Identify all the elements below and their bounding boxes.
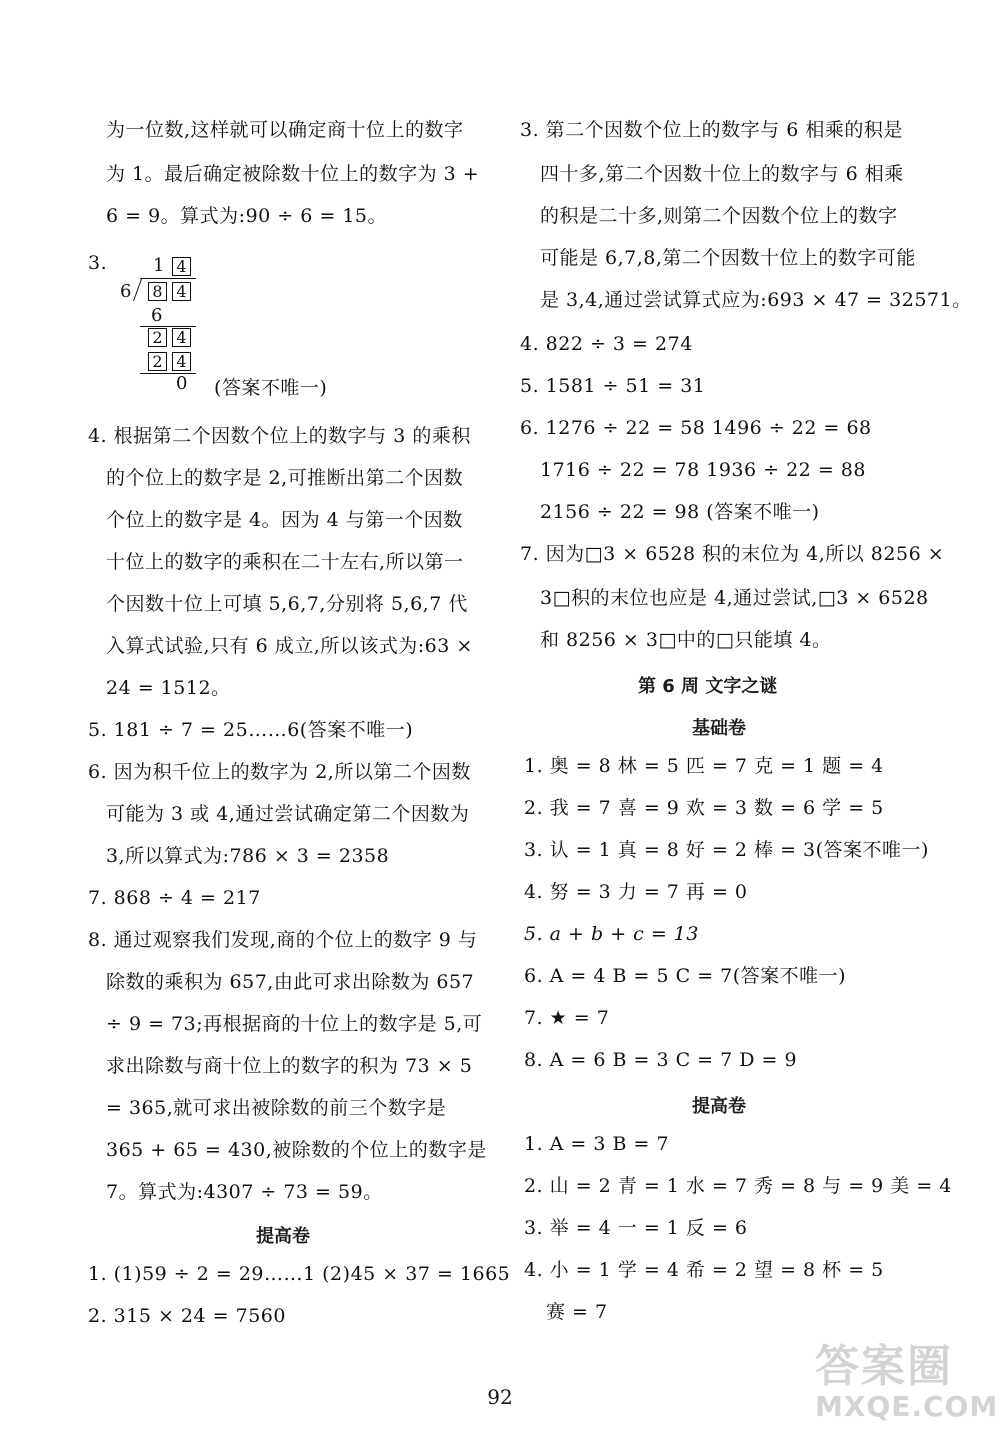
- section-title: 提高卷: [256, 1226, 310, 1247]
- text-line: 为 1。最后确定被除数十位上的数字为 3 +: [106, 163, 480, 185]
- text-line: 除数的乘积为 657,由此可求出除数为 657: [106, 971, 475, 993]
- subtraction-rule: [140, 326, 196, 327]
- text-line: 求出除数与商十位上的数字的积为 73 × 5: [106, 1055, 473, 1077]
- text-line: 3□积的末位也应是 4,通过尝试,□3 × 6528: [540, 587, 929, 609]
- text-line: 可能为 3 或 4,通过尝试确定第二个因数为: [106, 803, 470, 825]
- text-line: 可能是 6,7,8,第二个因数十位上的数字可能: [540, 247, 916, 269]
- text-line: 1. A = 3 B = 7: [524, 1133, 670, 1155]
- text-line: 6. A = 4 B = 5 C = 7(答案不唯一): [524, 965, 847, 987]
- text-line: = 365,就可求出被除数的前三个数字是: [106, 1097, 447, 1119]
- text-line: 2. 我 = 7 喜 = 9 欢 = 3 数 = 6 学 = 5: [524, 797, 884, 819]
- dividend-box-1: 8: [148, 282, 167, 301]
- subtraction-rule: [140, 373, 196, 374]
- step-2-box-2: 4: [172, 328, 191, 347]
- answer-note: (答案不唯一): [214, 377, 328, 399]
- division-bar: [140, 278, 196, 279]
- text-line: 的个位上的数字是 2,可推断出第二个因数: [106, 467, 464, 489]
- step-2-box-1: 2: [148, 328, 167, 347]
- watermark-logo: 答案圈: [815, 1341, 953, 1392]
- text-line: 7. 因为□3 × 6528 积的末位为 4,所以 8256 ×: [520, 543, 945, 565]
- watermark-url: MXQE.COM: [815, 1390, 999, 1423]
- text-line: 7。算式为:4307 ÷ 73 = 59。: [106, 1181, 383, 1203]
- divisor: 6: [120, 281, 132, 302]
- week-title: 第 6 周 文字之谜: [638, 676, 778, 697]
- text-line: 1716 ÷ 22 = 78 1936 ÷ 22 = 88: [540, 459, 866, 481]
- text-line: 6. 1276 ÷ 22 = 58 1496 ÷ 22 = 68: [520, 417, 872, 439]
- section-title: 基础卷: [692, 718, 746, 739]
- remainder: 0: [176, 373, 188, 394]
- text-line: 8. A = 6 B = 3 C = 7 D = 9: [524, 1049, 798, 1071]
- text-line: 2. 315 × 24 = 7560: [88, 1305, 286, 1327]
- section-title: 提高卷: [692, 1096, 746, 1117]
- step-1-digit: 6: [151, 305, 163, 326]
- text-line: 3. 举 = 4 一 = 1 反 = 6: [524, 1217, 748, 1239]
- text-line: 6 = 9。算式为:90 ÷ 6 = 15。: [106, 205, 388, 227]
- text-line: 7. ★ = 7: [524, 1007, 610, 1029]
- text-line: 1. 奥 = 8 林 = 5 匹 = 7 克 = 1 题 = 4: [524, 755, 884, 777]
- text-line: 为一位数,这样就可以确定商十位上的数字: [106, 119, 464, 141]
- text-line: 入算式试验,只有 6 成立,所以该式为:63 ×: [106, 635, 473, 657]
- text-line: 4. 努 = 3 力 = 7 再 = 0: [524, 881, 748, 903]
- text-line: 3,所以算式为:786 × 3 = 2358: [106, 845, 390, 867]
- text-line: 3. 第二个因数个位上的数字与 6 相乘的积是: [520, 119, 903, 141]
- watermark: [815, 1330, 998, 1423]
- text-line: 个位上的数字是 4。因为 4 与第一个因数: [106, 509, 463, 531]
- text-line: 5. 1581 ÷ 51 = 31: [520, 375, 706, 397]
- text-line: 3. 认 = 1 真 = 8 好 = 2 棒 = 3(答案不唯一): [524, 839, 929, 861]
- text-line: 8. 通过观察我们发现,商的个位上的数字 9 与: [88, 929, 478, 951]
- text-line: 6. 因为积千位上的数字为 2,所以第二个因数: [88, 761, 471, 783]
- text-line: 的积是二十多,则第二个因数个位上的数字: [540, 205, 898, 227]
- text-line: 24 = 1512。: [106, 677, 231, 699]
- step-3-box-1: 2: [148, 352, 167, 371]
- text-line: 7. 868 ÷ 4 = 217: [88, 887, 261, 909]
- text-line: 4. 根据第二个因数个位上的数字与 3 的乘积: [88, 425, 471, 447]
- text-line: 4. 小 = 1 学 = 4 希 = 2 望 = 8 杯 = 5: [524, 1259, 884, 1281]
- text-line: ÷ 9 = 73;再根据商的十位上的数字是 5,可: [106, 1013, 483, 1035]
- text-line: 1. (1)59 ÷ 2 = 29……1 (2)45 × 37 = 1665: [88, 1263, 511, 1285]
- text-line: 4. 822 ÷ 3 = 274: [520, 333, 693, 355]
- text-line: 和 8256 × 3□中的□只能填 4。: [540, 629, 832, 651]
- step-3-box-2: 4: [172, 352, 191, 371]
- dividend-box-2: 4: [172, 282, 191, 301]
- text-line: 十位上的数字的乘积在二十左右,所以第一: [106, 551, 464, 573]
- division-bracket: [133, 279, 142, 301]
- text-line: 2156 ÷ 22 = 98 (答案不唯一): [540, 501, 820, 523]
- text-line: 个因数十位上可填 5,6,7,分别将 5,6,7 代: [106, 593, 468, 615]
- quotient-box: 4: [172, 257, 191, 276]
- text-line: 2. 山 = 2 青 = 1 水 = 7 秀 = 8 与 = 9 美 = 4: [524, 1175, 952, 1197]
- page-number: 92: [487, 1385, 513, 1409]
- quotient-digit: 1: [153, 255, 165, 276]
- text-line: 365 + 65 = 430,被除数的个位上的数字是: [106, 1139, 487, 1161]
- text-line: 赛 = 7: [546, 1301, 608, 1323]
- text-line: 5. 181 ÷ 7 = 25……6(答案不唯一): [88, 719, 414, 741]
- item-number: 3.: [88, 252, 108, 274]
- text-line: 四十多,第二个因数十位上的数字与 6 相乘: [540, 163, 904, 185]
- text-line: 是 3,4,通过尝试算式应为:693 × 47 = 32571。: [540, 289, 972, 311]
- text-line: 5. a + b + c = 13: [524, 923, 699, 945]
